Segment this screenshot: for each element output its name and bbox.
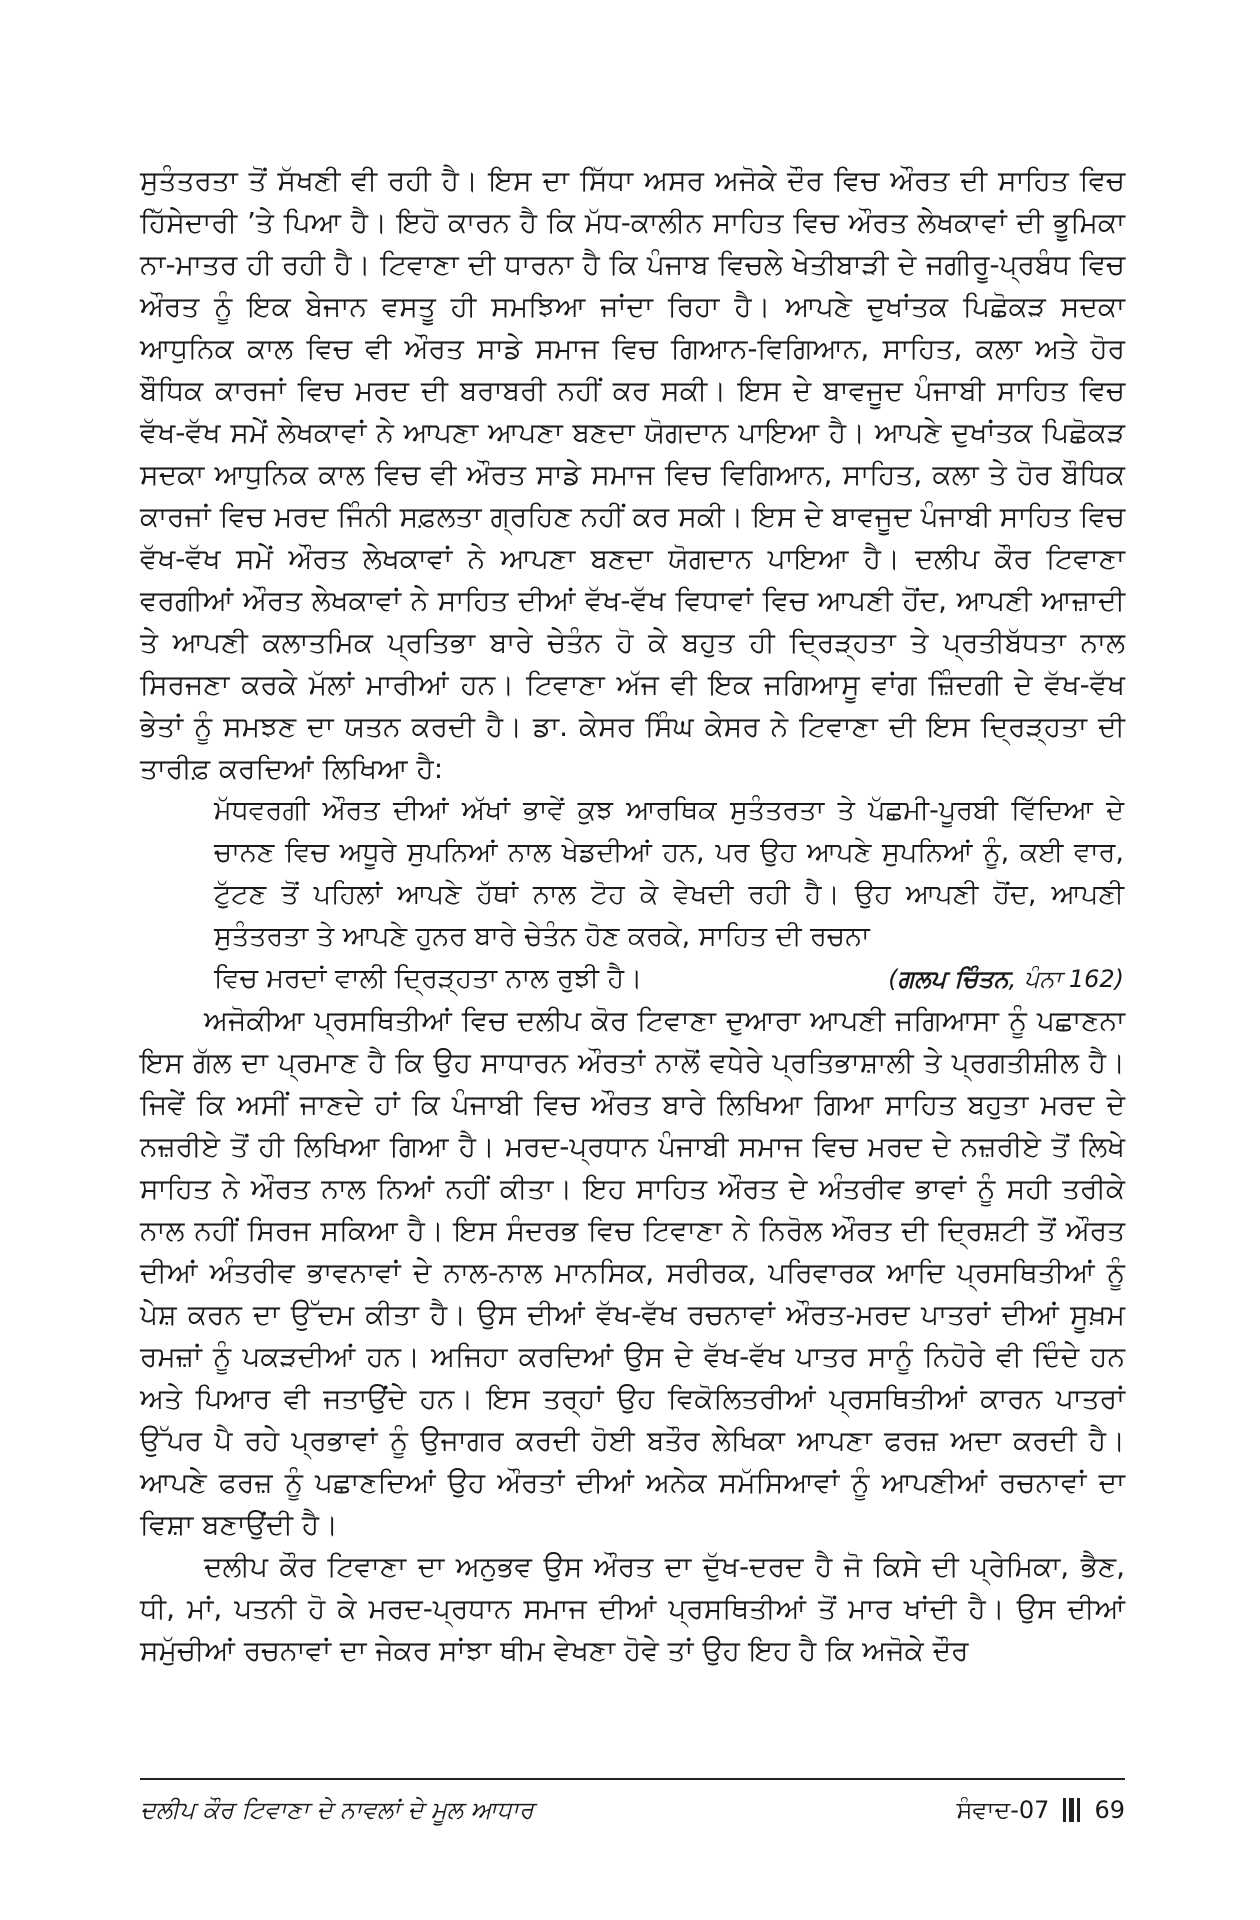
- page-footer: [140, 1790, 1125, 1830]
- paragraph-1: ਸੁਤੰਤਰਤਾ ਤੋਂ ਸੱਖਣੀ ਵੀ ਰਹੀ ਹੈ। ਇਸ ਦਾ ਸਿੱਧਾ ਅਸਰ ਅਜੋਕੇ ਦੌਰ ਵਿਚ ਔਰਤ ਦੀ ਸਾਹਿਤ ਵਿਚ ਹਿੱਸੇਦਾਰੀ ’ਤੇ ਪਿਆ ਹੈ। ਇਹੋ ਕਾਰਨ ਹੈ ਕਿ ਮੱਧ-ਕਾਲੀਨ ਸਾਹਿਤ ਵਿਚ ਔਰਤ ਲੇਖਕਾਵਾਂ ਦੀ ਭੂਮਿਕਾ ਨਾ-ਮਾਤਰ ਹੀ ਰਹੀ ਹੈ। ਟਿਵਾਣਾ ਦੀ ਧਾਰਨਾ ਹੈ ਕਿ ਪੰਜਾਬ ਵਿਚਲੇ ਖੇਤੀਬਾੜੀ ਦੇ ਜਗੀਰੂ-ਪ੍ਰਬੰਧ ਵਿਚ ਔਰਤ ਨੂੰ ਇਕ ਬੇਜਾਨ ਵਸਤੂ ਹੀ ਸਮਝਿਆ ਜਾਂਦਾ ਰਿਹਾ ਹੈ। ਆਪਣੇ ਦੁਖਾਂਤਕ ਪਿਛੋਕੜ ਸਦਕਾ ਆਧੁਨਿਕ ਕਾਲ ਵਿਚ ਵੀ ਔਰਤ ਸਾਡੇ ਸਮਾਜ ਵਿਚ ਗਿਆਨ-ਵਿਗਿਆਨ, ਸਾਹਿਤ, ਕਲਾ ਅਤੇ ਹੋਰ ਬੌਧਿਕ ਕਾਰਜਾਂ ਵਿਚ ਮਰਦ ਦੀ ਬਰਾਬਰੀ ਨਹੀਂ ਕਰ ਸਕੀ। ਇਸ ਦੇ ਬਾਵਜੂਦ ਪੰਜਾਬੀ ਸਾਹਿਤ ਵਿਚ ਵੱਖ-ਵੱਖ ਸਮੇਂ ਲੇਖਕਾਵਾਂ ਨੇ ਆਪਣਾ ਆਪਣਾ ਬਣਦਾ ਯੋਗਦਾਨ ਪਾਇਆ ਹੈ। ਆਪਣੇ ਦੁਖਾਂਤਕ ਪਿਛੋਕੜ ਸਦਕਾ ਆਧੁਨਿਕ ਕਾਲ ਵਿਚ ਵੀ ਔਰਤ ਸਾਡੇ ਸਮਾਜ ਵਿਚ ਵਿਗਿਆਨ, ਸਾਹਿਤ, ਕਲਾ ਤੇ ਹੋਰ ਬੌਧਿਕ ਕਾਰਜਾਂ ਵਿਚ ਮਰਦ ਜਿੰਨੀ ਸਫ਼ਲਤਾ ਗ੍ਰਹਿਣ ਨਹੀਂ ਕਰ ਸਕੀ। ਇਸ ਦੇ ਬਾਵਜੂਦ ਪੰਜਾਬੀ ਸਾਹਿਤ ਵਿਚ ਵੱਖ-ਵੱਖ ਸਮੇਂ ਔਰਤ ਲੇਖਕਾਵਾਂ ਨੇ ਆਪਣਾ ਬਣਦਾ ਯੋਗਦਾਨ ਪਾਇਆ ਹੈ। ਦਲੀਪ ਕੌਰ ਟਿਵਾਣਾ ਵਰਗੀਆਂ ਔਰਤ ਲੇਖਕਾਵਾਂ ਨੇ ਸਾਹਿਤ ਦੀਆਂ ਵੱਖ-ਵੱਖ ਵਿਧਾਵਾਂ ਵਿਚ ਆਪਣੀ ਹੋਂਦ, ਆਪਣੀ ਆਜ਼ਾਦੀ ਤੇ ਆਪਣੀ ਕਲਾਤਮਿਕ ਪ੍ਰਤਿਭਾ ਬਾਰੇ ਚੇਤੰਨ ਹੋ ਕੇ ਬਹੁਤ ਹੀ ਦ੍ਰਿੜ੍ਹਤਾ ਤੇ ਪ੍ਰਤੀਬੱਧਤਾ ਨਾਲ ਸਿਰਜਣਾ ਕਰਕੇ ਮੱਲਾਂ ਮਾਰੀਆਂ ਹਨ। ਟਿਵਾਣਾ ਅੱਜ ਵੀ ਇਕ ਜਗਿਆਸੂ ਵਾਂਗ ਜ਼ਿੰਦਗੀ ਦੇ ਵੱਖ-ਵੱਖ ਭੇਤਾਂ ਨੂੰ ਸਮਝਣ ਦਾ ਯਤਨ ਕਰਦੀ ਹੈ। ਡਾ. ਕੇਸਰ ਸਿੰਘ ਕੇਸਰ ਨੇ ਟਿਵਾਣਾ ਦੀ ਇਸ ਦ੍ਰਿੜ੍ਹਤਾ ਦੀ ਤਾਰੀਫ਼ ਕਰਦਿਆਂ ਲਿਖਿਆ ਹੈ:: [140, 164, 1125, 785]
- citation-title: ਗਲਪ ਚਿੰਤਨ: [897, 965, 1009, 993]
- quote-text: ਮੱਧਵਰਗੀ ਔਰਤ ਦੀਆਂ ਅੱਖਾਂ ਭਾਵੇਂ ਕੁਝ ਆਰਥਿਕ ਸੁਤੰਤਰਤਾ ਤੇ ਪੱਛਮੀ-ਪੂਰਬੀ ਵਿੱਦਿਆ ਦੇ ਚਾਨਣ ਵਿਚ ਅਧੂਰੇ ਸੁਪਨਿਆਂ ਨਾਲ ਖੇਡਦੀਆਂ ਹਨ, ਪਰ ਉਹ ਆਪਣੇ ਸੁਪਨਿਆਂ ਨੂੰ, ਕਈ ਵਾਰ, ਟੁੱਟਣ ਤੋਂ ਪਹਿਲਾਂ ਆਪਣੇ ਹੱਥਾਂ ਨਾਲ ਟੋਹ ਕੇ ਵੇਖਦੀ ਰਹੀ ਹੈ। ਉਹ ਆਪਣੀ ਹੋਂਦ, ਆਪਣੀ ਸੁਤੰਤਰਤਾ ਤੇ ਆਪਣੇ ਹੁਨਰ ਬਾਰੇ ਚੇਤੰਨ ਹੋਣ ਕਰਕੇ, ਸਾਹਿਤ ਦੀ ਰਚਨਾ: [214, 795, 1124, 952]
- issue-label: ਸੰਵਾਦ-07: [956, 1796, 1050, 1824]
- quote-last-row: [214, 958, 1124, 1000]
- block-quote: [214, 790, 1124, 1000]
- page-body: [140, 160, 1125, 1672]
- citation-open: (: [888, 965, 898, 993]
- quote-last-line: ਵਿਚ ਮਰਦਾਂ ਵਾਲੀ ਦ੍ਰਿੜ੍ਹਤਾ ਨਾਲ ਰੁਝੀ ਹੈ।: [214, 963, 643, 994]
- footer-rule: [140, 1778, 1125, 1780]
- separator-bars-icon: [1063, 1798, 1080, 1822]
- paragraph-3: ਦਲੀਪ ਕੌਰ ਟਿਵਾਣਾ ਦਾ ਅਨੁਭਵ ਉਸ ਔਰਤ ਦਾ ਦੁੱਖ-ਦਰਦ ਹੈ ਜੋ ਕਿਸੇ ਦੀ ਪ੍ਰੇਮਿਕਾ, ਭੈਣ, ਧੀ, ਮਾਂ, ਪਤਨੀ ਹੋ ਕੇ ਮਰਦ-ਪ੍ਰਧਾਨ ਸਮਾਜ ਦੀਆਂ ਪ੍ਰਸਥਿਤੀਆਂ ਤੋਂ ਮਾਰ ਖਾਂਦੀ ਹੈ। ਉਸ ਦੀਆਂ ਸਮੁੱਚੀਆਂ ਰਚਨਾਵਾਂ ਦਾ ਜੇਕਰ ਸਾਂਝਾ ਥੀਮ ਵੇਖਣਾ ਹੋਵੇ ਤਾਂ ਉਹ ਇਹ ਹੈ ਕਿ ਅਜੋਕੇ ਦੌਰ: [140, 1550, 1125, 1667]
- footer-page-info: [956, 1796, 1125, 1824]
- citation: [888, 958, 1124, 1000]
- running-title: ਦਲੀਪ ਕੌਰ ਟਿਵਾਣਾ ਦੇ ਨਾਵਲਾਂ ਦੇ ਮੂਲ ਆਧਾਰ: [140, 1796, 534, 1824]
- citation-rest: , ਪੰਨਾ 162): [1008, 965, 1124, 993]
- paragraph-2: ਅਜੋਕੀਆ ਪ੍ਰਸਥਿਤੀਆਂ ਵਿਚ ਦਲੀਪ ਕੋਰ ਟਿਵਾਣਾ ਦੁਆਰਾ ਆਪਣੀ ਜਗਿਆਸਾ ਨੂੰ ਪਛਾਣਨਾ ਇਸ ਗੱਲ ਦਾ ਪ੍ਰਮਾਣ ਹੈ ਕਿ ਉਹ ਸਾਧਾਰਨ ਔਰਤਾਂ ਨਾਲੋਂ ਵਧੇਰੇ ਪ੍ਰਤਿਭਾਸ਼ਾਲੀ ਤੇ ਪ੍ਰਗਤੀਸ਼ੀਲ ਹੈ। ਜਿਵੇਂ ਕਿ ਅਸੀਂ ਜਾਣਦੇ ਹਾਂ ਕਿ ਪੰਜਾਬੀ ਵਿਚ ਔਰਤ ਬਾਰੇ ਲਿਖਿਆ ਗਿਆ ਸਾਹਿਤ ਬਹੁਤਾ ਮਰਦ ਦੇ ਨਜ਼ਰੀਏ ਤੋਂ ਹੀ ਲਿਖਿਆ ਗਿਆ ਹੈ। ਮਰਦ-ਪ੍ਰਧਾਨ ਪੰਜਾਬੀ ਸਮਾਜ ਵਿਚ ਮਰਦ ਦੇ ਨਜ਼ਰੀਏ ਤੋਂ ਲਿਖੇ ਸਾਹਿਤ ਨੇ ਔਰਤ ਨਾਲ ਨਿਆਂ ਨਹੀਂ ਕੀਤਾ। ਇਹ ਸਾਹਿਤ ਔਰਤ ਦੇ ਅੰਤਰੀਵ ਭਾਵਾਂ ਨੂੰ ਸਹੀ ਤਰੀਕੇ ਨਾਲ ਨਹੀਂ ਸਿਰਜ ਸਕਿਆ ਹੈ। ਇਸ ਸੰਦਰਭ ਵਿਚ ਟਿਵਾਣਾ ਨੇ ਨਿਰੋਲ ਔਰਤ ਦੀ ਦ੍ਰਿਸ਼ਟੀ ਤੋਂ ਔਰਤ ਦੀਆਂ ਅੰਤਰੀਵ ਭਾਵਨਾਵਾਂ ਦੇ ਨਾਲ-ਨਾਲ ਮਾਨਸਿਕ, ਸਰੀਰਕ, ਪਰਿਵਾਰਕ ਆਦਿ ਪ੍ਰਸਥਿਤੀਆਂ ਨੂੰ ਪੇਸ਼ ਕਰਨ ਦਾ ਉੱਦਮ ਕੀਤਾ ਹੈ। ਉਸ ਦੀਆਂ ਵੱਖ-ਵੱਖ ਰਚਨਾਵਾਂ ਔਰਤ-ਮਰਦ ਪਾਤਰਾਂ ਦੀਆਂ ਸੂਖ਼ਮ ਰਮਜ਼ਾਂ ਨੂੰ ਪਕੜਦੀਆਂ ਹਨ। ਅਜਿਹਾ ਕਰਦਿਆਂ ਉਸ ਦੇ ਵੱਖ-ਵੱਖ ਪਾਤਰ ਸਾਨੂੰ ਨਿਹੋਰੇ ਵੀ ਦਿੰਦੇ ਹਨ ਅਤੇ ਪਿਆਰ ਵੀ ਜਤਾਉਂਦੇ ਹਨ। ਇਸ ਤਰ੍ਹਾਂ ਉਹ ਵਿਕੋਲਿਤਰੀਆਂ ਪ੍ਰਸਥਿਤੀਆਂ ਕਾਰਨ ਪਾਤਰਾਂ ਉੱਪਰ ਪੈ ਰਹੇ ਪ੍ਰਭਾਵਾਂ ਨੂੰ ਉਜਾਗਰ ਕਰਦੀ ਹੋਈ ਬਤੌਰ ਲੇਖਿਕਾ ਆਪਣਾ ਫਰਜ਼ ਅਦਾ ਕਰਦੀ ਹੈ। ਆਪਣੇ ਫਰਜ਼ ਨੂੰ ਪਛਾਣਦਿਆਂ ਉਹ ਔਰਤਾਂ ਦੀਆਂ ਅਨੇਕ ਸਮੱਸਿਆਵਾਂ ਨੂੰ ਆਪਣੀਆਂ ਰਚਨਾਵਾਂ ਦਾ ਵਿਸ਼ਾ ਬਣਾਉਂਦੀ ਹੈ।: [140, 1004, 1125, 1541]
- page-number: 69: [1094, 1796, 1125, 1824]
